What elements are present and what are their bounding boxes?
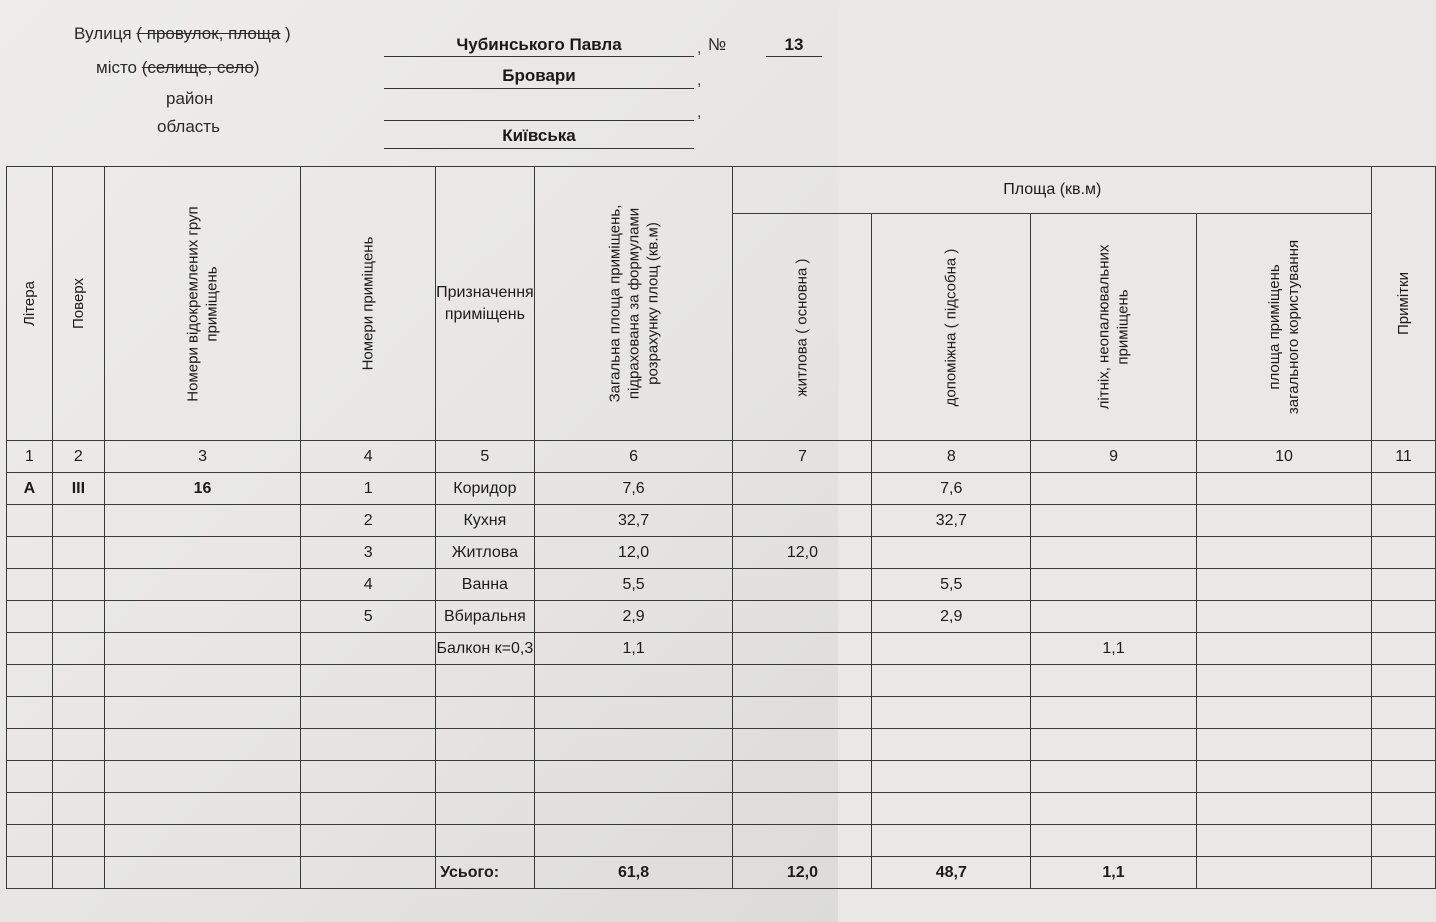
total-area-cell — [534, 665, 733, 697]
empty-row — [7, 665, 1436, 697]
aux-area-cell — [872, 825, 1031, 857]
living-area-cell — [733, 633, 872, 665]
summer-area-cell — [1031, 825, 1197, 857]
common-area-cell — [1196, 665, 1371, 697]
street-comma: , — [697, 40, 702, 57]
common-area-cell — [1196, 569, 1371, 601]
common-area-cell — [1196, 825, 1371, 857]
header-litera — [20, 281, 39, 326]
header-purpose-line: приміщень — [444, 305, 525, 323]
summer-area-cell — [1031, 505, 1197, 537]
room-cell — [301, 697, 436, 729]
header-notes — [1394, 272, 1413, 335]
group-cell — [104, 505, 300, 537]
street-label — [74, 24, 291, 44]
header-floor — [69, 278, 88, 329]
header-common-area-line: загального користування — [1285, 239, 1302, 415]
purpose-cell — [436, 761, 535, 793]
total-area-cell: 12,0 — [534, 537, 733, 569]
living-area-cell: 12,0 — [733, 537, 872, 569]
total-notes-cell — [1372, 857, 1436, 889]
summer-area-cell — [1031, 537, 1197, 569]
region-label: область — [157, 117, 220, 136]
purpose-cell: Вбиральня — [436, 601, 535, 633]
column-number: 2 — [52, 441, 104, 473]
common-area-cell — [1196, 793, 1371, 825]
empty-row — [7, 697, 1436, 729]
header-total-area-line: підрахована за формулами — [625, 207, 643, 400]
floor-cell — [52, 793, 104, 825]
table-row — [7, 601, 1436, 633]
room-cell — [301, 729, 436, 761]
city-label — [96, 58, 260, 78]
living-area-cell — [733, 473, 872, 505]
header-area-group: Площа (кв.м) — [733, 167, 1372, 214]
street-label-suffix: ) — [280, 24, 291, 43]
litera-cell — [7, 793, 53, 825]
header-group-cell — [104, 167, 300, 441]
litera-cell — [7, 697, 53, 729]
empty-row — [7, 825, 1436, 857]
explication-table — [6, 166, 1436, 889]
living-area-cell — [733, 505, 872, 537]
group-cell — [104, 857, 300, 889]
aux-area-cell: 2,9 — [872, 601, 1031, 633]
purpose-cell — [436, 665, 535, 697]
aux-area-cell — [872, 729, 1031, 761]
header-group-line: Номери відокремлених груп — [184, 205, 202, 402]
common-area-cell — [1196, 537, 1371, 569]
notes-cell — [1372, 761, 1436, 793]
common-area-cell — [1196, 505, 1371, 537]
room-cell: 4 — [301, 569, 436, 601]
total-area-cell — [534, 793, 733, 825]
group-cell: 16 — [104, 473, 300, 505]
living-area-cell — [733, 569, 872, 601]
city-value: Бровари — [502, 66, 576, 85]
header-total-area — [605, 205, 662, 403]
table-row — [7, 633, 1436, 665]
header-litera-cell — [7, 167, 53, 441]
city-label-suffix: ) — [253, 58, 260, 77]
summer-area-cell — [1031, 665, 1197, 697]
total-label: Усього: — [436, 857, 535, 889]
column-number: 5 — [436, 441, 535, 473]
column-number: 7 — [733, 441, 872, 473]
table-row — [7, 473, 1436, 505]
common-area-cell — [1196, 697, 1371, 729]
total-summer-area-cell: 1,1 — [1031, 857, 1197, 889]
header-summer-area-line: приміщень — [1114, 289, 1132, 365]
notes-cell — [1372, 825, 1436, 857]
total-aux-area-cell: 48,7 — [872, 857, 1031, 889]
total-area-cell: 7,6 — [534, 473, 733, 505]
litera-cell — [7, 601, 53, 633]
header-notes-cell — [1372, 167, 1436, 441]
city-comma: , — [697, 72, 702, 89]
header-purpose-line: Призначення — [436, 283, 534, 301]
empty-row — [7, 761, 1436, 793]
empty-row — [7, 729, 1436, 761]
aux-area-cell — [872, 537, 1031, 569]
street-label-prefix: Вулиця — [74, 24, 137, 43]
floor-cell — [52, 633, 104, 665]
summer-area-cell — [1031, 697, 1197, 729]
column-number: 4 — [301, 441, 436, 473]
header-total-area-cell — [534, 167, 733, 441]
room-cell — [301, 857, 436, 889]
city-label-struck: (селище, село — [141, 58, 254, 77]
room-cell: 2 — [301, 505, 436, 537]
litera-cell — [7, 569, 53, 601]
purpose-cell: Ванна — [436, 569, 535, 601]
street-value: Чубинського Павла — [456, 35, 622, 54]
region-underline — [384, 148, 694, 149]
header-aux-area-line: допоміжна ( підсобна ) — [942, 248, 960, 406]
group-cell — [104, 697, 300, 729]
notes-cell — [1372, 601, 1436, 633]
total-living-area-cell: 12,0 — [733, 857, 872, 889]
total-total-area-cell: 61,8 — [534, 857, 733, 889]
group-cell — [104, 633, 300, 665]
total-area-cell: 1,1 — [534, 633, 733, 665]
living-area-cell — [733, 697, 872, 729]
room-cell — [301, 761, 436, 793]
common-area-cell — [1196, 633, 1371, 665]
summer-area-cell — [1031, 473, 1197, 505]
empty-row — [7, 793, 1436, 825]
header-litera-line: Літера — [20, 281, 38, 326]
purpose-cell: Балкон к=0,3 — [436, 633, 535, 665]
floor-cell: III — [52, 473, 104, 505]
header-living-area-line: житлова ( основна ) — [793, 258, 811, 396]
floor-cell — [52, 569, 104, 601]
living-area-cell — [733, 601, 872, 633]
floor-cell — [52, 601, 104, 633]
litera-cell — [7, 761, 53, 793]
group-cell — [104, 665, 300, 697]
group-cell — [104, 761, 300, 793]
total-common-area-cell — [1196, 857, 1371, 889]
column-number: 8 — [872, 441, 1031, 473]
aux-area-cell — [872, 665, 1031, 697]
notes-cell — [1372, 569, 1436, 601]
header-row — [7, 167, 1436, 214]
aux-area-cell: 5,5 — [872, 569, 1031, 601]
header-room-numbers-line: Номери приміщень — [359, 236, 377, 371]
litera-cell: А — [7, 473, 53, 505]
notes-cell — [1372, 697, 1436, 729]
floor-cell — [52, 825, 104, 857]
living-area-cell — [733, 825, 872, 857]
table-body — [7, 167, 1436, 889]
total-area-cell — [534, 697, 733, 729]
column-number: 6 — [534, 441, 733, 473]
column-number: 3 — [104, 441, 300, 473]
aux-area-cell — [872, 793, 1031, 825]
summer-area-cell — [1031, 569, 1197, 601]
summer-area-cell — [1031, 729, 1197, 761]
aux-area-cell: 7,6 — [872, 473, 1031, 505]
group-cell — [104, 825, 300, 857]
summer-area-cell — [1031, 793, 1197, 825]
header-aux-area — [942, 248, 961, 406]
district-label: район — [166, 89, 214, 108]
region-value: Київська — [502, 126, 576, 145]
city-underline — [384, 88, 694, 89]
number-underline — [766, 56, 822, 57]
group-cell — [104, 537, 300, 569]
purpose-cell — [436, 793, 535, 825]
litera-cell — [7, 633, 53, 665]
street-underline — [384, 56, 694, 57]
litera-cell — [7, 537, 53, 569]
header-common-area-cell — [1196, 214, 1371, 441]
litera-cell — [7, 857, 53, 889]
summer-area-cell — [1031, 761, 1197, 793]
total-area-cell — [534, 825, 733, 857]
header-room-numbers — [359, 237, 378, 371]
column-number: 10 — [1196, 441, 1371, 473]
floor-cell — [52, 665, 104, 697]
header-summer-area — [1095, 245, 1133, 410]
total-area-cell: 5,5 — [534, 569, 733, 601]
notes-cell — [1372, 633, 1436, 665]
purpose-cell: Коридор — [436, 473, 535, 505]
floor-cell — [52, 729, 104, 761]
total-area-cell: 32,7 — [534, 505, 733, 537]
header-living-area-cell — [733, 214, 872, 441]
total-area-cell: 2,9 — [534, 601, 733, 633]
group-cell — [104, 729, 300, 761]
header-notes-line: Примітки — [1395, 272, 1413, 335]
aux-area-cell — [872, 761, 1031, 793]
header-common-area-line: площа приміщень — [1266, 264, 1283, 390]
purpose-cell: Житлова — [436, 537, 535, 569]
purpose-cell — [436, 697, 535, 729]
floor-cell — [52, 761, 104, 793]
room-cell: 3 — [301, 537, 436, 569]
common-area-cell — [1196, 761, 1371, 793]
aux-area-cell: 32,7 — [872, 505, 1031, 537]
notes-cell — [1372, 473, 1436, 505]
purpose-cell — [436, 825, 535, 857]
living-area-cell — [733, 761, 872, 793]
group-cell — [104, 569, 300, 601]
room-cell — [301, 633, 436, 665]
street-label-struck: ( провулок, площа — [136, 24, 281, 43]
table-row — [7, 569, 1436, 601]
litera-cell — [7, 665, 53, 697]
number-label: № — [708, 35, 727, 54]
header-group — [184, 206, 222, 401]
total-area-cell — [534, 729, 733, 761]
summer-area-cell — [1031, 601, 1197, 633]
header-aux-area-cell — [872, 214, 1031, 441]
total-area-cell — [534, 761, 733, 793]
notes-cell — [1372, 793, 1436, 825]
common-area-cell — [1196, 729, 1371, 761]
aux-area-cell — [872, 633, 1031, 665]
column-number-row — [7, 441, 1436, 473]
notes-cell — [1372, 537, 1436, 569]
common-area-cell — [1196, 473, 1371, 505]
district-comma: , — [697, 104, 702, 121]
purpose-cell — [436, 729, 535, 761]
litera-cell — [7, 729, 53, 761]
group-cell — [104, 793, 300, 825]
header-summer-area-line: літніх, неопалювальних — [1095, 244, 1113, 410]
litera-cell — [7, 505, 53, 537]
header-purpose-cell — [436, 167, 535, 441]
table-row — [7, 505, 1436, 537]
header-summer-area-cell — [1031, 214, 1197, 441]
notes-cell — [1372, 729, 1436, 761]
summer-area-cell: 1,1 — [1031, 633, 1197, 665]
living-area-cell — [733, 793, 872, 825]
room-cell — [301, 825, 436, 857]
column-number: 9 — [1031, 441, 1197, 473]
notes-cell — [1372, 665, 1436, 697]
column-number: 11 — [1372, 441, 1436, 473]
column-number: 1 — [7, 441, 53, 473]
total-row — [7, 857, 1436, 889]
header-common-area — [1265, 240, 1303, 414]
floor-cell — [52, 697, 104, 729]
header-floor-line: Поверх — [69, 278, 87, 329]
number-value: 13 — [784, 35, 804, 54]
header-group-line: приміщень — [203, 265, 221, 342]
living-area-cell — [733, 665, 872, 697]
litera-cell — [7, 825, 53, 857]
group-cell — [104, 601, 300, 633]
header-room-numbers-cell — [301, 167, 436, 441]
room-cell: 5 — [301, 601, 436, 633]
common-area-cell — [1196, 601, 1371, 633]
header-total-area-line: розрахунку площ (кв.м) — [644, 222, 662, 385]
floor-cell — [52, 857, 104, 889]
header-living-area — [793, 258, 812, 396]
aux-area-cell — [872, 697, 1031, 729]
header-total-area-line: Загальна площа приміщень, — [606, 204, 624, 403]
room-cell — [301, 665, 436, 697]
room-cell — [301, 793, 436, 825]
table-row — [7, 537, 1436, 569]
header-floor-cell — [52, 167, 104, 441]
purpose-cell: Кухня — [436, 505, 535, 537]
floor-cell — [52, 505, 104, 537]
floor-cell — [52, 537, 104, 569]
district-underline — [384, 120, 694, 121]
notes-cell — [1372, 505, 1436, 537]
room-cell: 1 — [301, 473, 436, 505]
living-area-cell — [733, 729, 872, 761]
city-label-prefix: місто — [96, 58, 142, 77]
